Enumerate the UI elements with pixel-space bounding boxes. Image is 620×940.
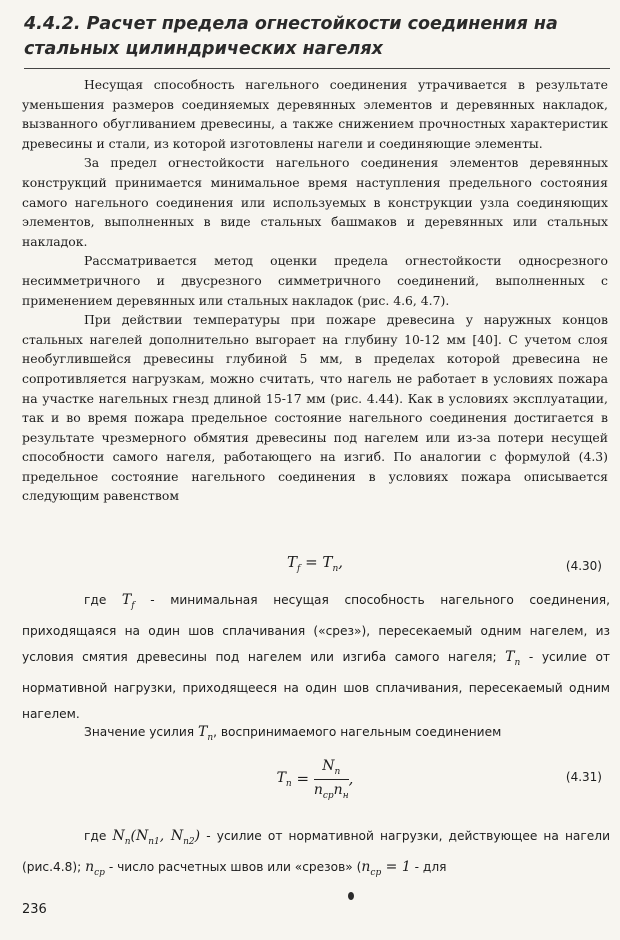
ink-blot bbox=[348, 892, 354, 900]
force-intro-text-a: Значение усилия bbox=[84, 725, 195, 739]
where-4-30-prefix: где bbox=[84, 593, 107, 607]
body-text bbox=[22, 75, 608, 506]
where-4-31-text-c: - для bbox=[414, 860, 447, 875]
force-intro-text-b: , воспринимаемого нагельным соединением bbox=[213, 725, 502, 739]
paragraph-4: При действии температуры при пожаре древесина у наружных концов стальных нагелей дополнительно выгорает на глубину 10-12 мм [40]. С учетом слоя необуглившейся древесины глубиной 5 мм, в пределах которой древесина не сопротивляется нагрузкам, можно считать, что нагель не работает в условиях пожара на участке нагельных гнезд длиной 15-17 мм (рис. 4.44). Как в условиях эксплуатации, так и во время пожара предельное состояние нагельного соединения достигается в результате чрезмерного обмятия древесины под нагелем или из-за потери несущей способности самого нагеля, работающего на изгиб. По аналогии с формулой (4.3) предельное состояние нагельного соединения в условиях пожара описывается следующим равенством bbox=[22, 312, 608, 504]
heading-underline bbox=[24, 68, 610, 69]
paragraph-3: Рассматривается метод оценки предела огнестойкости односрезного несимметричного и двусрезного симметричного соединений, выполненных с применением деревянных или стальных накладок (рис. 4.6, 4.7). bbox=[22, 253, 608, 308]
section-heading-line-1: 4.4.2. Расчет предела огнестойкости соединения на bbox=[24, 14, 558, 34]
paragraph-2: За предел огнестойкости нагельного соединения элементов деревянных конструкций принимается минимальное время наступления предельного состояния самого нагельного соединения или используемых в конструкции узла соединяющих элементов, выполненных в виде стальных башмаков и деревянных или стальных накладок. bbox=[22, 155, 608, 249]
formula-4-31-expression: $T_n$ = $\frac{N_n}{n_{cp}n_н}$ , bbox=[276, 758, 354, 801]
page-number: 236 bbox=[22, 902, 47, 917]
where-4-31-text-a: - усилие от нормативной нагрузки, действующее на нагели (рис.4.8); bbox=[22, 829, 611, 875]
force-intro: Значение усилия $T_n$, воспринимаемого нагельным соединением bbox=[84, 724, 502, 743]
where-4-30-text-b: - усилие от нормативной нагрузки, приходящееся на один шов сплачивания, пересекаемый одним нагелем. bbox=[22, 649, 610, 721]
formula-4-31 bbox=[22, 756, 608, 812]
where-4-31: где $N_n(N_{n1}$, $N_{n2}$) - усилие от нормативной нагрузки, действующее на нагели (рис.4.8); $n_{cp}$ - число расчетных швов или «срезов» ($n_{cp} = 1$ - для bbox=[22, 828, 611, 879]
formula-4-30-number: (4.30) bbox=[565, 559, 602, 573]
formula-4-31-number: (4.31) bbox=[565, 770, 602, 784]
section-heading-line-2: стальных цилиндрических нагелях bbox=[24, 39, 383, 59]
paragraph-1: Несущая способность нагельного соединения утрачивается в результате уменьшения размеров соединяемых деревянных элементов и деревянных накладок, вызванного обугливанием древесины, а также снижением прочностных характеристик древесины и стали, из которой изготовлены нагели и соединяющие элементы. bbox=[22, 77, 608, 151]
section-heading bbox=[24, 12, 614, 62]
where-4-31-prefix: где bbox=[84, 829, 107, 843]
where-4-30: где $T_f$ - минимальная несущая способность нагельного соединения, приходящаяся на один шов сплачивания («срез»), пересекаемый одним нагелем, из условия смятия древесины под нагелем или изгиба самого нагеля; $T_n$ - усилие от нормативной нагрузки, приходящееся на один шов сплачивания, пересекаемый одним нагелем. bbox=[22, 592, 610, 721]
where-4-31-text-b: - число расчетных швов или «срезов» ( bbox=[108, 860, 362, 875]
where-4-30-text-a: - минимальная несущая способность нагельного соединения, приходящаяся на один шов сплачивания («срез»), пересекаемый одним нагелем, из условия смятия древесины под нагелем или изгиба самого нагеля; bbox=[22, 593, 610, 664]
formula-4-30 bbox=[22, 553, 608, 583]
formula-4-30-expression: $T_f = T_n$, bbox=[286, 553, 344, 574]
